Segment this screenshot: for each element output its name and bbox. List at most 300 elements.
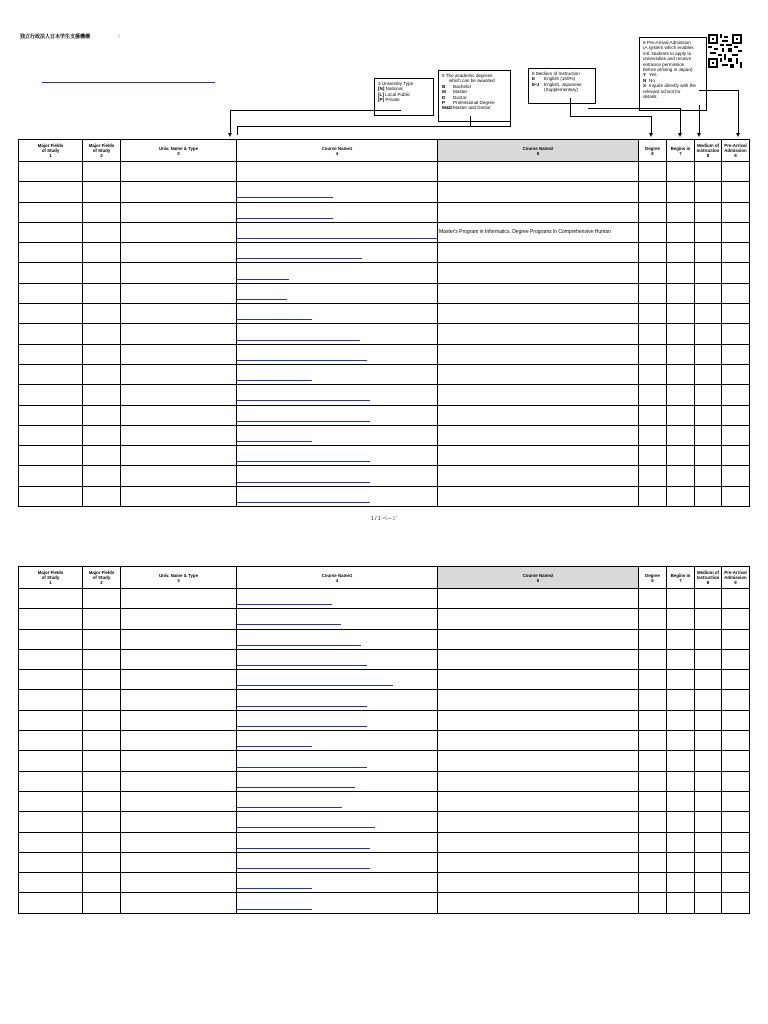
table-cell (19, 162, 83, 182)
table-cell (722, 873, 750, 893)
column-header-1: Major Fields of Study 1 (19, 140, 83, 162)
table-cell (438, 425, 639, 445)
table-cell (83, 222, 121, 242)
table-cell (19, 832, 83, 852)
column-header-5: Course Name2 5 (438, 140, 639, 162)
table-cell (121, 324, 237, 344)
column-header-8: Medium of Instruction 8 (695, 140, 722, 162)
table-cell (121, 222, 237, 242)
table-cell (237, 446, 438, 466)
table-cell (19, 791, 83, 811)
course-link[interactable] (237, 279, 289, 280)
course-link[interactable] (237, 787, 355, 788)
table-cell (19, 222, 83, 242)
table-cell (19, 243, 83, 263)
table-cell (667, 486, 695, 506)
table-cell (121, 690, 237, 710)
table-cell (438, 893, 639, 913)
table-cell (121, 162, 237, 182)
table-cell (83, 162, 121, 182)
table-cell (19, 589, 83, 609)
table-cell (121, 852, 237, 872)
table-cell (121, 364, 237, 384)
table-cell (667, 283, 695, 303)
table-cell (19, 466, 83, 486)
table-cell (83, 263, 121, 283)
table-cell (695, 263, 722, 283)
table-cell (695, 710, 722, 730)
table-cell (695, 182, 722, 202)
table-cell (639, 324, 667, 344)
table-cell (667, 731, 695, 751)
table-cell (667, 202, 695, 222)
course-link[interactable] (237, 461, 370, 462)
table-cell (237, 466, 438, 486)
table-cell (639, 771, 667, 791)
table-cell (667, 832, 695, 852)
table-cell (237, 791, 438, 811)
table-cell (695, 629, 722, 649)
table-cell (438, 202, 639, 222)
column-header-3: Univ. Name & Type 3 (121, 140, 237, 162)
legend-medium: 8 Medium of Instruction E English (100%) E•J English, Japanese (Supplementary) (528, 68, 596, 104)
table-cell (121, 812, 237, 832)
column-header-6: Degree 6 (639, 567, 667, 589)
table-cell (19, 182, 83, 202)
table-row (19, 263, 750, 283)
course-link[interactable] (237, 665, 367, 666)
course-link[interactable] (237, 868, 370, 869)
table-cell (237, 364, 438, 384)
table-cell (121, 731, 237, 751)
table-cell (438, 629, 639, 649)
table-cell (438, 670, 639, 690)
table-cell (667, 263, 695, 283)
table-row (19, 609, 750, 629)
table-cell (438, 162, 639, 182)
table-cell (121, 385, 237, 405)
table-cell (639, 222, 667, 242)
table-cell (19, 344, 83, 364)
table-cell (639, 202, 667, 222)
course-link[interactable] (237, 319, 312, 320)
table-cell (19, 324, 83, 344)
course-link[interactable] (237, 909, 312, 910)
table-cell (19, 649, 83, 669)
course-link[interactable] (237, 807, 342, 808)
table-cell (19, 425, 83, 445)
table-cell (695, 344, 722, 364)
course-link[interactable] (237, 685, 393, 686)
table-cell (438, 385, 639, 405)
table-cell (639, 670, 667, 690)
table-cell (237, 304, 438, 324)
course-link[interactable] (237, 340, 360, 341)
table-cell (237, 609, 438, 629)
table-row (19, 486, 750, 506)
table-cell (83, 589, 121, 609)
table-cell (722, 162, 750, 182)
table-cell (438, 609, 639, 629)
table-cell (19, 731, 83, 751)
table-cell (639, 629, 667, 649)
table-cell (695, 162, 722, 182)
table-cell (722, 466, 750, 486)
table-cell (722, 202, 750, 222)
table-row (19, 832, 750, 852)
table-cell (639, 609, 667, 629)
table-cell (639, 364, 667, 384)
table-cell (19, 609, 83, 629)
table-cell (438, 466, 639, 486)
table-cell (722, 852, 750, 872)
table-row (19, 731, 750, 751)
table-cell (722, 222, 750, 242)
table-cell (121, 791, 237, 811)
table-cell (83, 629, 121, 649)
table-cell (438, 446, 639, 466)
table-cell (667, 324, 695, 344)
table-cell (237, 771, 438, 791)
column-header-2: Major Fields of Study 2 (83, 140, 121, 162)
table-cell (83, 385, 121, 405)
table-cell (695, 751, 722, 771)
table-cell (19, 486, 83, 506)
table-cell (722, 751, 750, 771)
table-cell (19, 812, 83, 832)
table-cell (121, 446, 237, 466)
table-row (19, 304, 750, 324)
table-cell (639, 731, 667, 751)
table-cell (695, 202, 722, 222)
table-cell (121, 344, 237, 364)
table-cell (83, 344, 121, 364)
table-cell (722, 710, 750, 730)
table-cell (667, 670, 695, 690)
table-cell (639, 649, 667, 669)
table-cell (83, 670, 121, 690)
table-cell (237, 283, 438, 303)
courses-table-1 (18, 139, 750, 507)
table-row (19, 162, 750, 182)
table-cell (237, 202, 438, 222)
table-cell (722, 486, 750, 506)
table-cell (722, 425, 750, 445)
column-header-8: Medium of Instruction 8 (695, 567, 722, 589)
column-header-3: Univ. Name & Type 3 (121, 567, 237, 589)
table-cell (237, 162, 438, 182)
table-cell (121, 243, 237, 263)
course-link[interactable] (237, 604, 332, 605)
table-cell (722, 324, 750, 344)
table-row (19, 425, 750, 445)
table-cell (722, 893, 750, 913)
table-cell (667, 162, 695, 182)
table-cell (19, 670, 83, 690)
table-cell (121, 425, 237, 445)
table-cell (667, 873, 695, 893)
table-cell (667, 446, 695, 466)
table-cell (438, 405, 639, 425)
column-header-5: Course Name2 5 (438, 567, 639, 589)
table-cell (722, 283, 750, 303)
table-cell (19, 751, 83, 771)
table-cell (695, 832, 722, 852)
table-cell (83, 182, 121, 202)
table-cell (639, 304, 667, 324)
table-cell (722, 243, 750, 263)
table-cell (639, 710, 667, 730)
course-name2-text: Master's Program in Informatics, Degree Programs in Comprehensive Human (439, 228, 611, 235)
table-cell (667, 222, 695, 242)
table-cell (639, 263, 667, 283)
column-header-9: Pre-Arrival Admission 9 (722, 567, 750, 589)
table-cell (19, 364, 83, 384)
table-cell (83, 364, 121, 384)
table-cell (237, 405, 438, 425)
table-cell (695, 589, 722, 609)
table-cell (667, 649, 695, 669)
table-cell (121, 202, 237, 222)
table-row (19, 243, 750, 263)
table-row (19, 812, 750, 832)
table-cell (19, 690, 83, 710)
table-cell (19, 710, 83, 730)
table-cell (667, 243, 695, 263)
table-row (19, 771, 750, 791)
course-link[interactable] (237, 441, 312, 442)
table-cell (83, 832, 121, 852)
table-cell (237, 710, 438, 730)
table-cell (667, 344, 695, 364)
table-cell (639, 344, 667, 364)
table-cell (695, 243, 722, 263)
table-cell (121, 589, 237, 609)
course-link[interactable] (237, 502, 370, 503)
course-link[interactable] (237, 238, 437, 239)
course-link[interactable] (237, 380, 312, 381)
table-cell (19, 405, 83, 425)
table-cell (19, 446, 83, 466)
table-cell (237, 629, 438, 649)
table-cell (237, 731, 438, 751)
course-link[interactable] (237, 299, 287, 300)
table-cell (83, 324, 121, 344)
table-cell (237, 893, 438, 913)
table-cell (695, 852, 722, 872)
table-cell (722, 589, 750, 609)
table-cell (438, 344, 639, 364)
table-cell (438, 589, 639, 609)
course-link[interactable] (237, 827, 375, 828)
table-cell (695, 873, 722, 893)
legend-university-type: 3 University Type [N] National [L] Local Public [P] Private (374, 78, 434, 116)
table-cell (121, 751, 237, 771)
table-row (19, 222, 750, 242)
column-header-4: Course Name1 4 (237, 140, 438, 162)
table-cell (722, 405, 750, 425)
table-header-row (19, 140, 750, 162)
table-cell (19, 629, 83, 649)
table-cell (722, 344, 750, 364)
table-cell (639, 405, 667, 425)
table-cell (237, 182, 438, 202)
table-cell (237, 385, 438, 405)
table-cell (83, 425, 121, 445)
table-cell (121, 405, 237, 425)
table-cell (667, 385, 695, 405)
column-header-4: Course Name1 4 (237, 567, 438, 589)
table-cell (667, 629, 695, 649)
table-row (19, 283, 750, 303)
table-cell (639, 162, 667, 182)
course-link[interactable] (237, 360, 367, 361)
table-cell (667, 852, 695, 872)
table-cell (667, 710, 695, 730)
table-cell (667, 364, 695, 384)
legend-degrees: 6 The academic degrees which can be awarded B Bachelor M Master D Doctor P Professional Degree M&DMaster and Doctor (438, 70, 511, 122)
table-row (19, 202, 750, 222)
column-header-7: Begins in 7 (667, 567, 695, 589)
table-cell (83, 446, 121, 466)
table-cell (639, 832, 667, 852)
table-cell (83, 731, 121, 751)
table-cell (639, 466, 667, 486)
table-cell (639, 243, 667, 263)
table-cell (722, 812, 750, 832)
table-row (19, 649, 750, 669)
course-link[interactable] (237, 258, 362, 259)
table-cell (438, 182, 639, 202)
table-cell (83, 466, 121, 486)
table-cell (667, 609, 695, 629)
course-link[interactable] (237, 197, 333, 198)
table-cell (639, 812, 667, 832)
course-link[interactable] (237, 706, 367, 707)
table-cell (639, 446, 667, 466)
table-cell (83, 609, 121, 629)
legend-heading: 3 University Type (378, 81, 414, 86)
table-cell (722, 304, 750, 324)
table-cell (667, 771, 695, 791)
table-cell (83, 690, 121, 710)
table-row (19, 852, 750, 872)
table-row (19, 405, 750, 425)
table-cell (438, 364, 639, 384)
table-cell (438, 852, 639, 872)
table-row (19, 385, 750, 405)
course-link[interactable] (237, 888, 312, 889)
table-row (19, 182, 750, 202)
table-cell (722, 446, 750, 466)
table-cell (121, 304, 237, 324)
table-cell (121, 283, 237, 303)
course-link[interactable] (237, 624, 341, 625)
table-header-row (19, 567, 750, 589)
table-cell (237, 425, 438, 445)
table-cell (19, 893, 83, 913)
table-cell (667, 182, 695, 202)
course-link[interactable] (237, 726, 367, 727)
table-cell (83, 812, 121, 832)
table-cell (237, 690, 438, 710)
course-link[interactable] (237, 645, 361, 646)
course-link[interactable] (237, 482, 370, 483)
table-cell (639, 751, 667, 771)
table-cell (667, 791, 695, 811)
table-cell (121, 710, 237, 730)
course-link[interactable] (237, 746, 312, 747)
table-row (19, 893, 750, 913)
table-cell (438, 649, 639, 669)
legend-pre-arrival: 9 Pre-Arrival Admission (A system which enables intl. students to apply to universities and receive entrance permission before arriving in Japan) Y Yes N No S Inquire directly with the relevant school for details. (639, 37, 707, 111)
table-row (19, 466, 750, 486)
table-cell (695, 731, 722, 751)
table-cell (19, 304, 83, 324)
table-cell (722, 609, 750, 629)
table-cell (83, 791, 121, 811)
table-row (19, 690, 750, 710)
table-cell (438, 690, 639, 710)
table-cell (695, 893, 722, 913)
table-cell (237, 832, 438, 852)
table-cell (237, 344, 438, 364)
table-cell (121, 873, 237, 893)
table-cell (667, 812, 695, 832)
course-link[interactable] (237, 400, 370, 401)
table-cell (237, 263, 438, 283)
table-row (19, 344, 750, 364)
column-header-2: Major Fields of Study 2 (83, 567, 121, 589)
table-cell (83, 283, 121, 303)
header-link[interactable] (42, 82, 215, 83)
table-row (19, 589, 750, 609)
table-cell (237, 670, 438, 690)
table-cell (695, 364, 722, 384)
table-cell (438, 771, 639, 791)
course-link[interactable] (237, 421, 370, 422)
table-cell (722, 690, 750, 710)
table-cell (438, 324, 639, 344)
table-cell (667, 751, 695, 771)
table-cell (722, 385, 750, 405)
table-cell (83, 893, 121, 913)
course-link[interactable] (237, 848, 370, 849)
table-cell (237, 852, 438, 872)
table-cell (237, 649, 438, 669)
table-cell (438, 263, 639, 283)
header-mark: ： (118, 34, 124, 40)
table-cell (667, 466, 695, 486)
table-cell (237, 324, 438, 344)
table-cell (722, 364, 750, 384)
table-cell (722, 771, 750, 791)
table-cell (438, 791, 639, 811)
table-cell (695, 405, 722, 425)
page-header-title: 独立行政法人日本学生支援機構 (20, 34, 91, 40)
table-cell (83, 243, 121, 263)
table-cell (695, 385, 722, 405)
course-link[interactable] (237, 767, 367, 768)
table-cell (667, 893, 695, 913)
table-cell (19, 385, 83, 405)
table-cell (639, 690, 667, 710)
table-row (19, 446, 750, 466)
table-cell (695, 690, 722, 710)
table-cell (438, 812, 639, 832)
table-cell (722, 832, 750, 852)
course-link[interactable] (237, 218, 333, 219)
